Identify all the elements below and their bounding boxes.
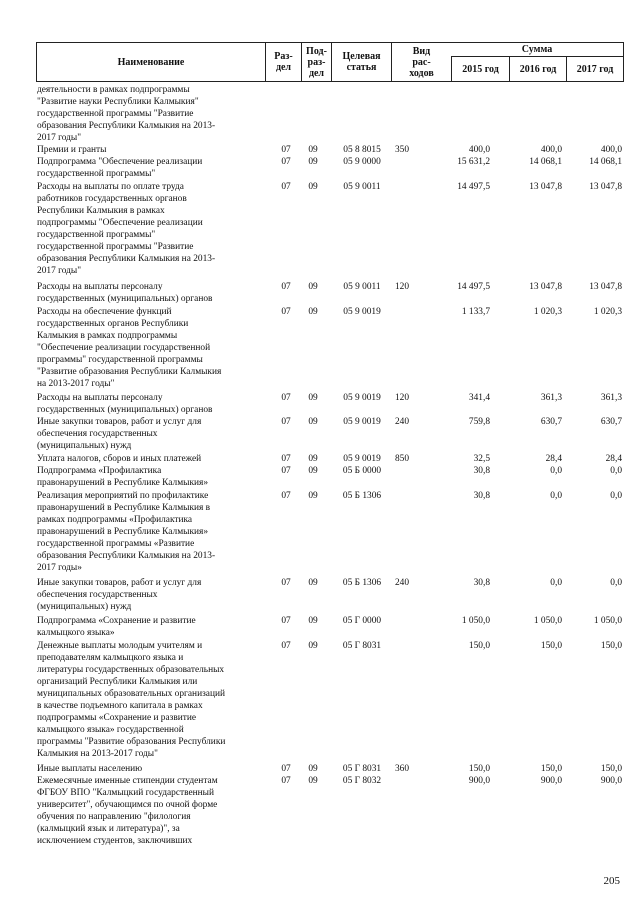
row-vid: 360 — [394, 764, 410, 774]
row-razdel: 07 — [281, 157, 291, 167]
row-2017: 0,0 — [610, 466, 622, 476]
row-2017: 900,0 — [600, 776, 622, 786]
row-2015: 400,0 — [468, 145, 490, 155]
row-razdel: 07 — [281, 776, 291, 786]
row-vid: 120 — [394, 393, 410, 403]
row-2016: 150,0 — [540, 641, 562, 651]
row-podrazdel: 09 — [308, 616, 318, 626]
row-razdel: 07 — [281, 764, 291, 774]
row-name: Премии и гранты — [37, 145, 107, 155]
row-name: Иные выплаты населению — [37, 764, 143, 774]
row-2017: 13 047,8 — [589, 282, 622, 292]
row-2016: 630,7 — [540, 417, 562, 427]
row-2015: 32,5 — [473, 454, 490, 464]
header-2017: 2017 год — [566, 57, 623, 81]
row-name: Расходы на обеспечение функций государственных органов Республики Калмыкия в рамках подпрограммы "Обеспечение реализации государственной программы" государственной программы "Развитие образования Республики Калмыкия на 2013-2017 годы" — [37, 307, 222, 389]
page-number: 205 — [603, 875, 620, 887]
row-2017: 1 050,0 — [593, 616, 622, 626]
row-2015: 1 133,7 — [461, 307, 490, 317]
header-razdel: Раз- дел — [265, 43, 301, 81]
row-2015: 341,4 — [468, 393, 490, 403]
row-name: Расходы на выплаты по оплате труда работников государственных органов Республики Калмыкия в рамках подпрограммы "Обеспечение реализации государственной программы" государственной программы "Развитие образования Республики Калмыкия на 2013- 2017 годы" — [37, 182, 216, 276]
row-2015: 15 631,2 — [457, 157, 490, 167]
row-name: Подпрограмма «Сохранение и развитие калмыцкого языка» — [37, 616, 196, 638]
row-name: Расходы на выплаты персоналу государственных (муниципальных) органов — [37, 282, 213, 304]
row-razdel: 07 — [281, 145, 291, 155]
header-summa: Сумма — [451, 43, 623, 57]
row-celevaya: 05 9 0011 — [343, 182, 381, 192]
row-name: Подпрограмма "Обеспечение реализации государственной программы" — [37, 157, 203, 179]
row-2015: 14 497,5 — [457, 182, 490, 192]
row-2017: 400,0 — [600, 145, 622, 155]
row-name: Денежные выплаты молодым учителям и преподавателям калмыцкого языка и литературы государственных образовательных организаций Республики Калмыкия или муниципальных образовательных организаций в качестве подъемного капитала в рамках подпрограммы «Сохранение и развитие калмыцкого языка» государственной программы "Развитие образования Республики Калмыкия на 2013-2017 годы" — [37, 641, 226, 759]
row-podrazdel: 09 — [308, 145, 318, 155]
row-podrazdel: 09 — [308, 764, 318, 774]
row-2016: 361,3 — [540, 393, 562, 403]
header-summa-group — [451, 43, 623, 81]
row-celevaya: 05 9 0000 — [343, 157, 381, 167]
row-name: Подпрограмма «Профилактика правонарушений в Республике Калмыкия» — [37, 466, 209, 488]
row-celevaya: 05 Б 1306 — [342, 491, 382, 501]
row-celevaya: 05 Б 0000 — [342, 466, 382, 476]
row-2016: 1 050,0 — [533, 616, 562, 626]
row-vid: 240 — [394, 417, 410, 427]
row-celevaya: 05 Г 0000 — [342, 616, 382, 626]
row-2016: 0,0 — [550, 578, 562, 588]
row-name: Ежемесячные именные стипендии студентам ФГБОУ ВПО "Калмыцкий государственный университет", обучающимся по очной форме обучения по направлению "филология (калмыцкий язык и литература)", за исключением студентов, заключивших — [37, 776, 218, 846]
row-celevaya: 05 Г 8031 — [342, 764, 382, 774]
row-2017: 14 068,1 — [589, 157, 622, 167]
row-2015: 759,8 — [468, 417, 490, 427]
row-podrazdel: 09 — [308, 307, 318, 317]
row-podrazdel: 09 — [308, 454, 318, 464]
row-2017: 0,0 — [610, 491, 622, 501]
row-podrazdel: 09 — [308, 157, 318, 167]
row-celevaya: 05 9 0019 — [343, 307, 381, 317]
header-2016: 2016 год — [509, 57, 566, 81]
row-2015: 150,0 — [468, 764, 490, 774]
row-podrazdel: 09 — [308, 182, 318, 192]
row-podrazdel: 09 — [308, 641, 318, 651]
row-vid: 850 — [394, 454, 410, 464]
row-razdel: 07 — [281, 641, 291, 651]
row-razdel: 07 — [281, 282, 291, 292]
row-name: деятельности в рамках подпрограммы "Развитие науки Республики Калмыкия" государственной программы "Развитие образования Республики Калмыкия на 2013- 2017 годы" — [37, 85, 216, 143]
row-2016: 14 068,1 — [529, 157, 562, 167]
row-2017: 13 047,8 — [589, 182, 622, 192]
row-2016: 13 047,8 — [529, 182, 562, 192]
row-2016: 0,0 — [550, 466, 562, 476]
row-2015: 900,0 — [468, 776, 490, 786]
row-name: Уплата налогов, сборов и иных платежей — [37, 454, 202, 464]
row-podrazdel: 09 — [308, 776, 318, 786]
row-razdel: 07 — [281, 454, 291, 464]
row-2017: 0,0 — [610, 578, 622, 588]
row-2016: 1 020,3 — [533, 307, 562, 317]
row-2017: 28,4 — [605, 454, 622, 464]
row-2015: 14 497,5 — [457, 282, 490, 292]
row-celevaya: 05 8 8015 — [343, 145, 381, 155]
row-podrazdel: 09 — [308, 282, 318, 292]
header-vid: Вид рас- ходов — [391, 43, 451, 81]
row-2017: 1 020,3 — [593, 307, 622, 317]
row-celevaya: 05 Г 8031 — [342, 641, 382, 651]
row-name: Иные закупки товаров, работ и услуг для обеспечения государственных (муниципальных) нужд — [37, 417, 202, 451]
row-vid: 350 — [394, 145, 410, 155]
table-header — [36, 42, 624, 82]
row-name: Расходы на выплаты персоналу государственных (муниципальных) органов — [37, 393, 213, 415]
row-razdel: 07 — [281, 182, 291, 192]
row-celevaya: 05 9 0019 — [343, 393, 381, 403]
row-razdel: 07 — [281, 417, 291, 427]
row-2015: 150,0 — [468, 641, 490, 651]
row-celevaya: 05 Г 8032 — [342, 776, 382, 786]
row-razdel: 07 — [281, 616, 291, 626]
header-celevaya: Целевая статья — [331, 43, 391, 81]
row-podrazdel: 09 — [308, 466, 318, 476]
row-razdel: 07 — [281, 307, 291, 317]
row-2016: 900,0 — [540, 776, 562, 786]
row-2016: 400,0 — [540, 145, 562, 155]
header-name: Наименование — [117, 56, 185, 68]
row-razdel: 07 — [281, 393, 291, 403]
row-razdel: 07 — [281, 466, 291, 476]
row-podrazdel: 09 — [308, 578, 318, 588]
row-celevaya: 05 Б 1306 — [342, 578, 382, 588]
row-name: Иные закупки товаров, работ и услуг для обеспечения государственных (муниципальных) нужд — [37, 578, 202, 612]
header-2015: 2015 год — [451, 57, 509, 81]
row-2015: 1 050,0 — [461, 616, 490, 626]
row-celevaya: 05 9 0011 — [343, 282, 381, 292]
row-vid: 240 — [394, 578, 410, 588]
row-name: Реализация мероприятий по профилактике правонарушений в Республике Калмыкия в рамках подпрограммы «Профилактика правонарушений в Республике Калмыкия» государственной программы «Развитие образования Республики Калмыкия на 2013- 2017 годы» — [37, 491, 216, 573]
row-2017: 150,0 — [600, 641, 622, 651]
row-podrazdel: 09 — [308, 491, 318, 501]
row-razdel: 07 — [281, 491, 291, 501]
row-razdel: 07 — [281, 578, 291, 588]
row-2016: 13 047,8 — [529, 282, 562, 292]
row-podrazdel: 09 — [308, 393, 318, 403]
row-2015: 30,8 — [473, 491, 490, 501]
row-2015: 30,8 — [473, 466, 490, 476]
row-2017: 150,0 — [600, 764, 622, 774]
row-podrazdel: 09 — [308, 417, 318, 427]
row-2017: 630,7 — [600, 417, 622, 427]
row-celevaya: 05 9 0019 — [343, 454, 381, 464]
row-celevaya: 05 9 0019 — [343, 417, 381, 427]
row-2017: 361,3 — [600, 393, 622, 403]
row-vid: 120 — [394, 282, 410, 292]
header-podrazdel: Под- раз- дел — [301, 43, 331, 81]
row-2015: 30,8 — [473, 578, 490, 588]
row-2016: 150,0 — [540, 764, 562, 774]
row-2016: 28,4 — [545, 454, 562, 464]
row-2016: 0,0 — [550, 491, 562, 501]
